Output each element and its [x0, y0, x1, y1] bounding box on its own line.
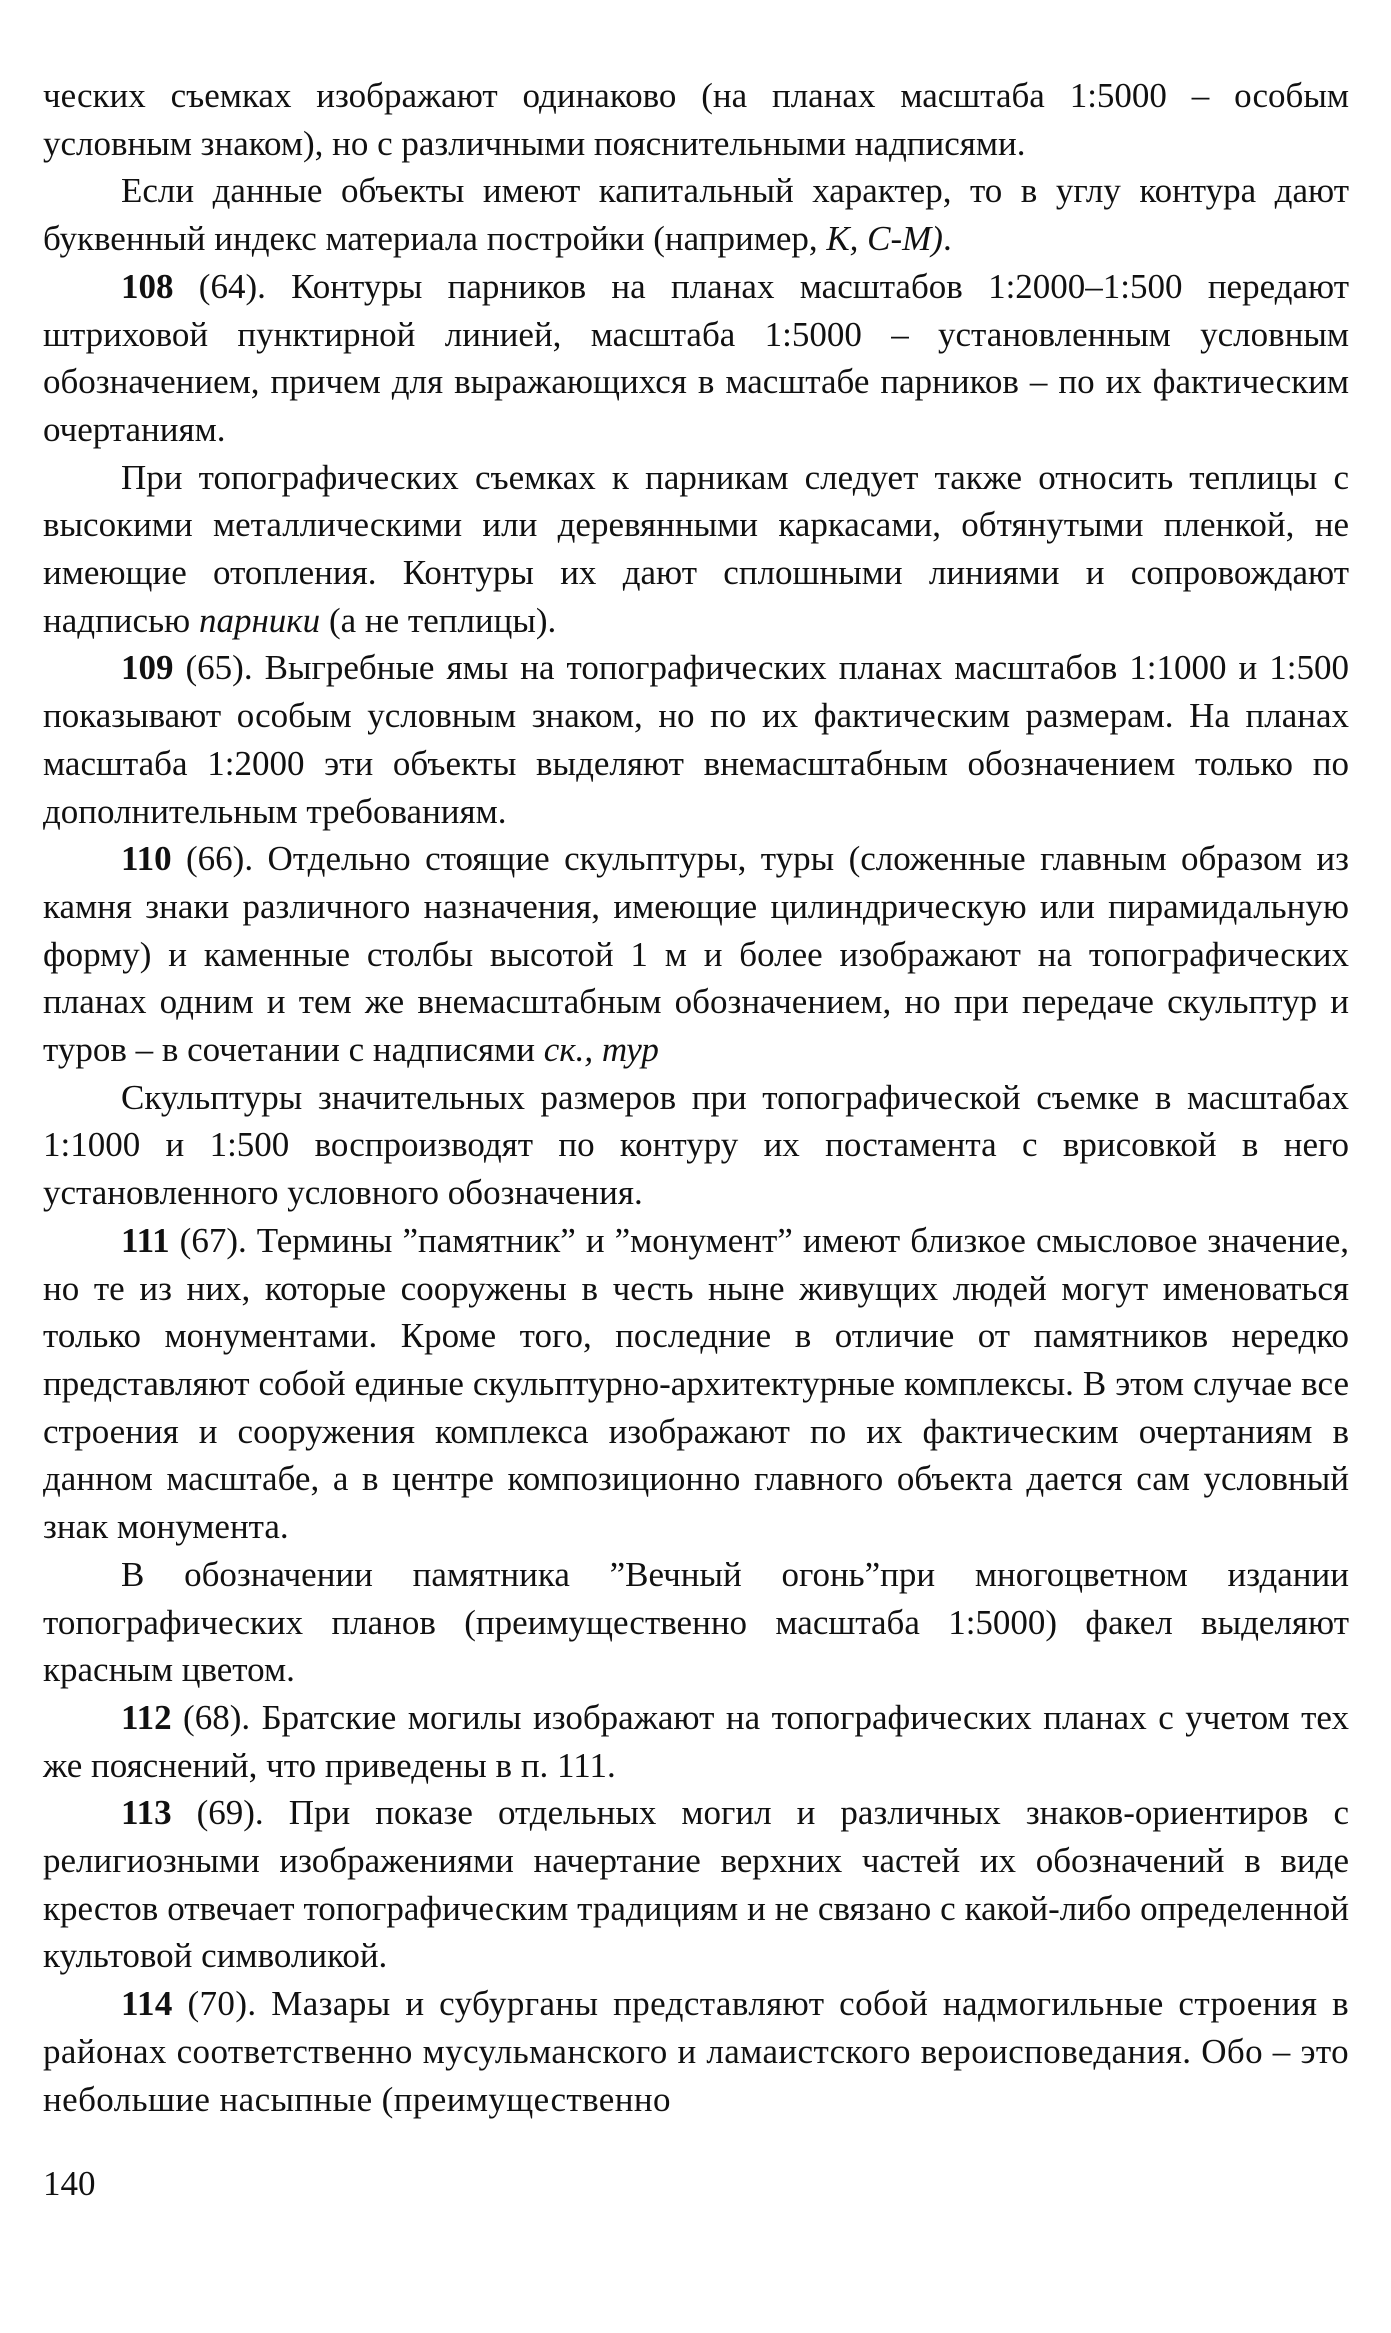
section-number: 113: [121, 1793, 172, 1833]
italic-text: парники: [198, 600, 321, 640]
paragraph-text: (а не теплицы).: [320, 600, 557, 640]
section-number: 109: [121, 648, 174, 688]
paragraph: [43, 72, 1349, 167]
paragraph-text: Скульптуры значительных размеров при топографической съемке в масштабах 1:1000 и 1:500 воспроизводят по контуру их постамента с врисовкой в него установленного условного обозначения.: [43, 1077, 1349, 1213]
paragraph: [43, 263, 1349, 454]
paragraph-text: (68). Братские могилы изображают на топографических планах с учетом тех же пояснений, что приведены в п. 111.: [43, 1697, 1349, 1785]
section-number: 108: [121, 266, 174, 306]
paragraph: [43, 1694, 1349, 1789]
paragraph-text: Если данные объекты имеют капитальный характер, то в углу контура дают буквенный индекс материала постройки (например,: [43, 171, 1349, 259]
paragraph-text: При топографических съемках к парникам следует также относить теплицы с высокими металлическими или деревянными каркасами, обтянутыми пленкой, не имеющие отопления. Контуры их дают сплошными линиями и сопровождают надписью: [43, 457, 1349, 640]
paragraph-text: (64). Контуры парников на планах масштабов 1:2000–1:500 передают штриховой пунктирной линией, масштаба 1:5000 – установленным условным обозначением, причем для выражающихся в масштабе парников – по их фактическим очертаниям.: [43, 266, 1349, 449]
paragraph: [43, 644, 1349, 835]
paragraph: [43, 1551, 1349, 1694]
paragraph-text: ческих съемках изображают одинаково (на планах масштаба 1:5000 – особым условным знаком), но с различными пояснительными надписями.: [43, 76, 1349, 163]
page-number: 140: [43, 2164, 96, 2203]
paragraph-text: .: [942, 219, 952, 259]
paragraph: [43, 1074, 1349, 1217]
section-number: 111: [121, 1220, 170, 1260]
section-number: 110: [121, 839, 172, 879]
paragraph-text: (70). Мазары и субурганы представляют собой надмогильные строения в районах соответственно мусульманского и ламаистского вероисповедания. Обо – это небольшие насыпные (преимущественно: [43, 1984, 1349, 2119]
section-number: 112: [121, 1697, 172, 1737]
paragraph-text: (66). Отдельно стоящие скульптуры, туры (сложенные главным образом из камня знаки различного назначения, имеющие цилиндрическую или пирамидальную форму) и каменные столбы высотой 1 м и более изображают на топографических планах одним и тем же внемасштабным обозначением, но при передаче скульптур и туров – в сочетании с надписями: [43, 839, 1349, 1070]
italic-text: К, С-М): [826, 219, 943, 259]
italic-text: ск., тур: [543, 1030, 659, 1070]
paragraph: [43, 835, 1349, 1074]
paragraph-text: (65). Выгребные ямы на топографических планах масштабов 1:1000 и 1:500 показывают особым условным знаком, но по их фактическим размерам. На планах масштаба 1:2000 эти объекты выделяют внемасштабным обозначением только по дополнительным требованиям.: [43, 648, 1349, 831]
paragraph: [43, 1980, 1349, 2123]
paragraph: [43, 167, 1349, 262]
paragraph: [43, 1789, 1349, 1980]
paragraph-text: (69). При показе отдельных могил и различных знаков-ориентиров с религиозными изображениями начертание верхних частей их обозначений в виде крестов отвечает топографическим традициям и не связано с какой-либо определенной культовой символикой.: [43, 1793, 1349, 1976]
page-body: [43, 72, 1349, 2123]
paragraph-text: В обозначении памятника ”Вечный огонь”при многоцветном издании топографических планов (преимущественно масштаба 1:5000) факел выделяют красным цветом.: [43, 1554, 1349, 1690]
section-number: 114: [121, 1984, 173, 2024]
paragraph-text: (67). Термины ”памятник” и ”монумент” имеют близкое смысловое значение, но те из них, которые сооружены в честь ныне живущих людей могут именоваться только монументами. Кроме того, последние в отличие от памятников нередко представляют собой единые скульптурно-архитектурные комплексы. В этом случае все строения и сооружения комплекса изображают по их фактическим очертаниям в данном масштабе, а в центре композиционно главного объекта дается сам условный знак монумента.: [43, 1220, 1349, 1547]
paragraph: [43, 1217, 1349, 1551]
paragraph: [43, 454, 1349, 645]
